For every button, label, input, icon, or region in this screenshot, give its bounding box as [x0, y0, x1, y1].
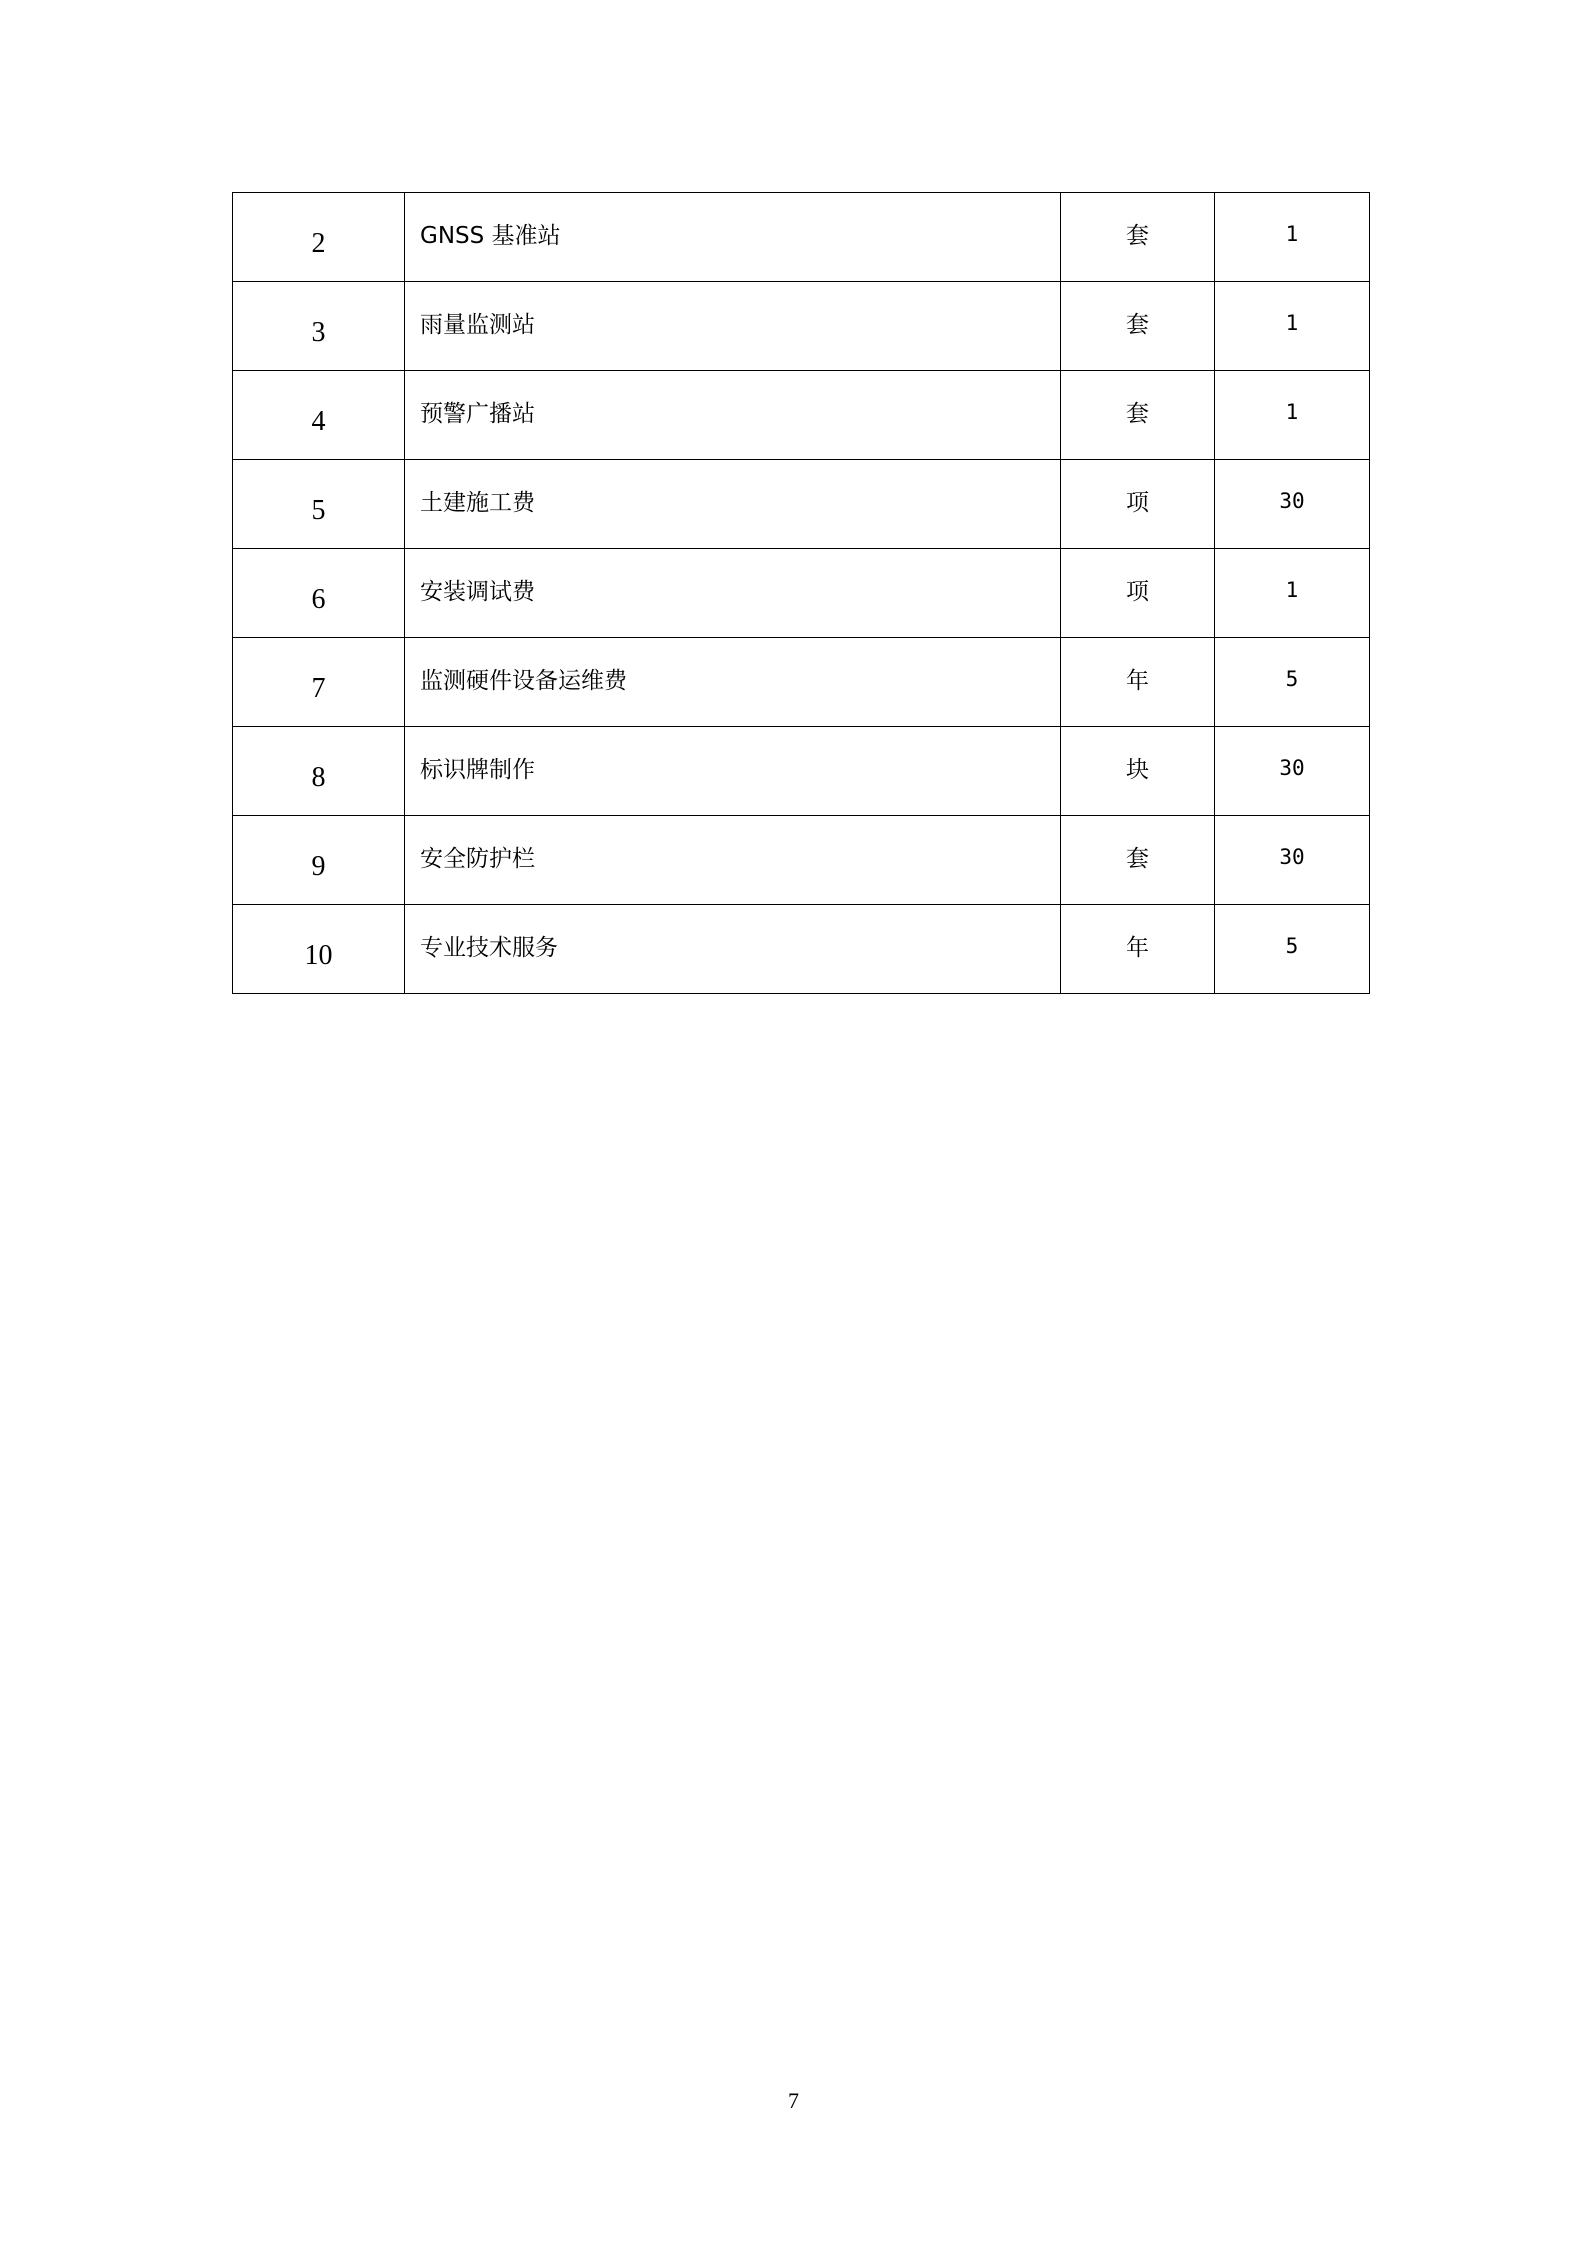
table-row	[233, 549, 1370, 638]
item-name: 专业技术服务	[405, 905, 1061, 994]
table-row	[233, 638, 1370, 727]
item-quantity: 1	[1215, 193, 1370, 282]
item-name: 安全防护栏	[405, 816, 1061, 905]
table-row	[233, 193, 1370, 282]
item-name: 标识牌制作	[405, 727, 1061, 816]
page-number: 7	[788, 2088, 799, 2113]
item-name: 安装调试费	[405, 549, 1061, 638]
row-number: 9	[233, 816, 405, 905]
table-row	[233, 282, 1370, 371]
table-row	[233, 727, 1370, 816]
item-unit: 年	[1061, 638, 1215, 727]
row-number: 10	[233, 905, 405, 994]
row-number: 5	[233, 460, 405, 549]
item-quantity: 1	[1215, 371, 1370, 460]
item-quantity: 30	[1215, 816, 1370, 905]
row-number: 8	[233, 727, 405, 816]
table-row	[233, 816, 1370, 905]
item-unit: 套	[1061, 193, 1215, 282]
item-quantity: 1	[1215, 549, 1370, 638]
item-quantity: 1	[1215, 282, 1370, 371]
item-name: GNSS 基准站	[405, 193, 1061, 282]
item-unit: 年	[1061, 905, 1215, 994]
item-name: 监测硬件设备运维费	[405, 638, 1061, 727]
items-table	[232, 192, 1370, 994]
item-unit: 块	[1061, 727, 1215, 816]
item-name: 土建施工费	[405, 460, 1061, 549]
row-number: 6	[233, 549, 405, 638]
row-number: 7	[233, 638, 405, 727]
item-unit: 项	[1061, 549, 1215, 638]
table-row	[233, 905, 1370, 994]
item-quantity: 30	[1215, 460, 1370, 549]
item-quantity: 5	[1215, 905, 1370, 994]
item-unit: 套	[1061, 816, 1215, 905]
row-number: 2	[233, 193, 405, 282]
item-name: 雨量监测站	[405, 282, 1061, 371]
item-name: 预警广播站	[405, 371, 1061, 460]
item-unit: 项	[1061, 460, 1215, 549]
item-unit: 套	[1061, 282, 1215, 371]
table-row	[233, 371, 1370, 460]
item-quantity: 30	[1215, 727, 1370, 816]
row-number: 4	[233, 371, 405, 460]
item-quantity: 5	[1215, 638, 1370, 727]
item-unit: 套	[1061, 371, 1215, 460]
row-number: 3	[233, 282, 405, 371]
table-row	[233, 460, 1370, 549]
